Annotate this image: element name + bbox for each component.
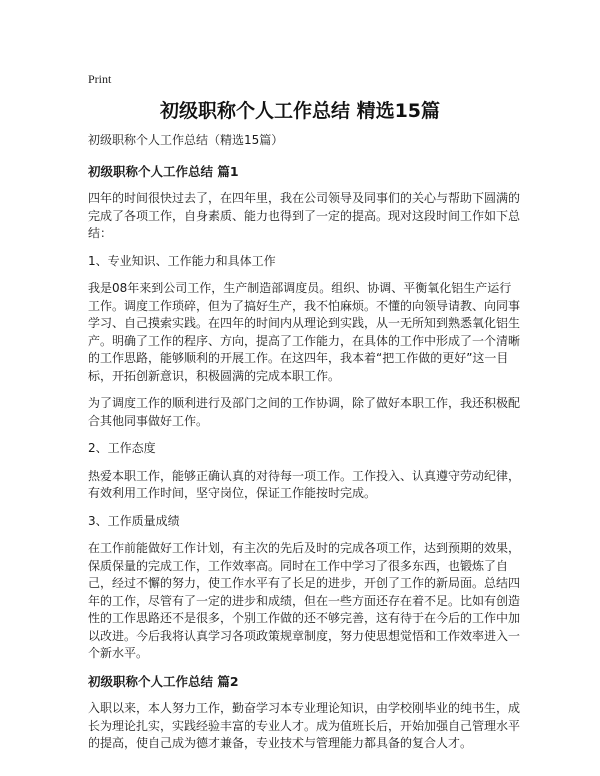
paragraph: 在工作前能做好工作计划，有主次的先后及时的完成各项工作，达到预期的效果，保质保量的完成工作，工作效率高。同时在工作中学习了很多东西，也锻炼了自己，经过不懈的努力，使工作水平有了长足的进步，开创了工作的新局面。总结四年的工作，尽管有了一定的进步和成绩，但在一些方面还存在着不足。比如有创造性的工作思路还不是很多，个别工作做的还不够完善，这有待于在今后的工作中加以改进。今后我将认真学习各项政策规章制度，努力使思想觉悟和工作效率进入一个新水平。 (88, 541, 521, 660)
section-heading: 初级职称个人工作总结 篇1 (88, 163, 239, 179)
section-heading: 初级职称个人工作总结 篇2 (88, 673, 239, 689)
print-link[interactable]: Print (88, 72, 112, 86)
paragraph: 1、专业知识、工作能力和具体工作 (88, 253, 276, 268)
page-title: 初级职称个人工作总结 精选15篇 (159, 100, 441, 122)
paragraph: 四年的时间很快过去了，在四年里，我在公司领导及同事们的关心与帮助下圆满的完成了各项工作，自身素质、能力也得到了一定的提高。现对这段时间工作如下总结： (88, 191, 521, 240)
paragraph: 2、工作态度 (88, 441, 156, 455)
article-content (88, 132, 520, 763)
subtitle: 初级职称个人工作总结（精选15篇） (88, 133, 284, 147)
paragraph: 热爱本职工作，能够正确认真的对待每一项工作。工作投入、认真遵守劳动纪律，有效利用工作时间，坚守岗位，保证工作能按时完成。 (88, 468, 521, 500)
paragraph: 我是08年来到公司工作，生产制造部调度员。组织、协调、平衡氧化铝生产运行工作。调度工作琐碎，但为了搞好生产，我不怕麻烦。不懂的向领导请教、向同事学习、自己摸索实践。在四年的时间内从理论到实践，从一无所知到熟悉氧化铝生产。明确了工作的程序、方向，提高了工作能力，在具体的工作中形成了一个清晰的工作思路，能够顺利的开展工作。在这四年，我本着“把工作做的更好”这一目标，开拓创新意识，积极圆满的完成本职工作。 (88, 281, 521, 383)
paragraph: 入职以来，本人努力工作，勤奋学习本专业理论知识，由学校刚毕业的纯书生，成长为理论扎实，实践经验丰富的专业人才。成为值班长后，开始加强自己管理水平的提高，使自己成为德才兼备，专业技术与管理能力都具备的复合人才。 (88, 701, 521, 750)
paragraph: 为了调度工作的顺利进行及部门之间的工作协调，除了做好本职工作，我还积极配合其他同事做好工作。 (88, 396, 521, 428)
paragraph: 3、工作质量成绩 (88, 513, 180, 528)
